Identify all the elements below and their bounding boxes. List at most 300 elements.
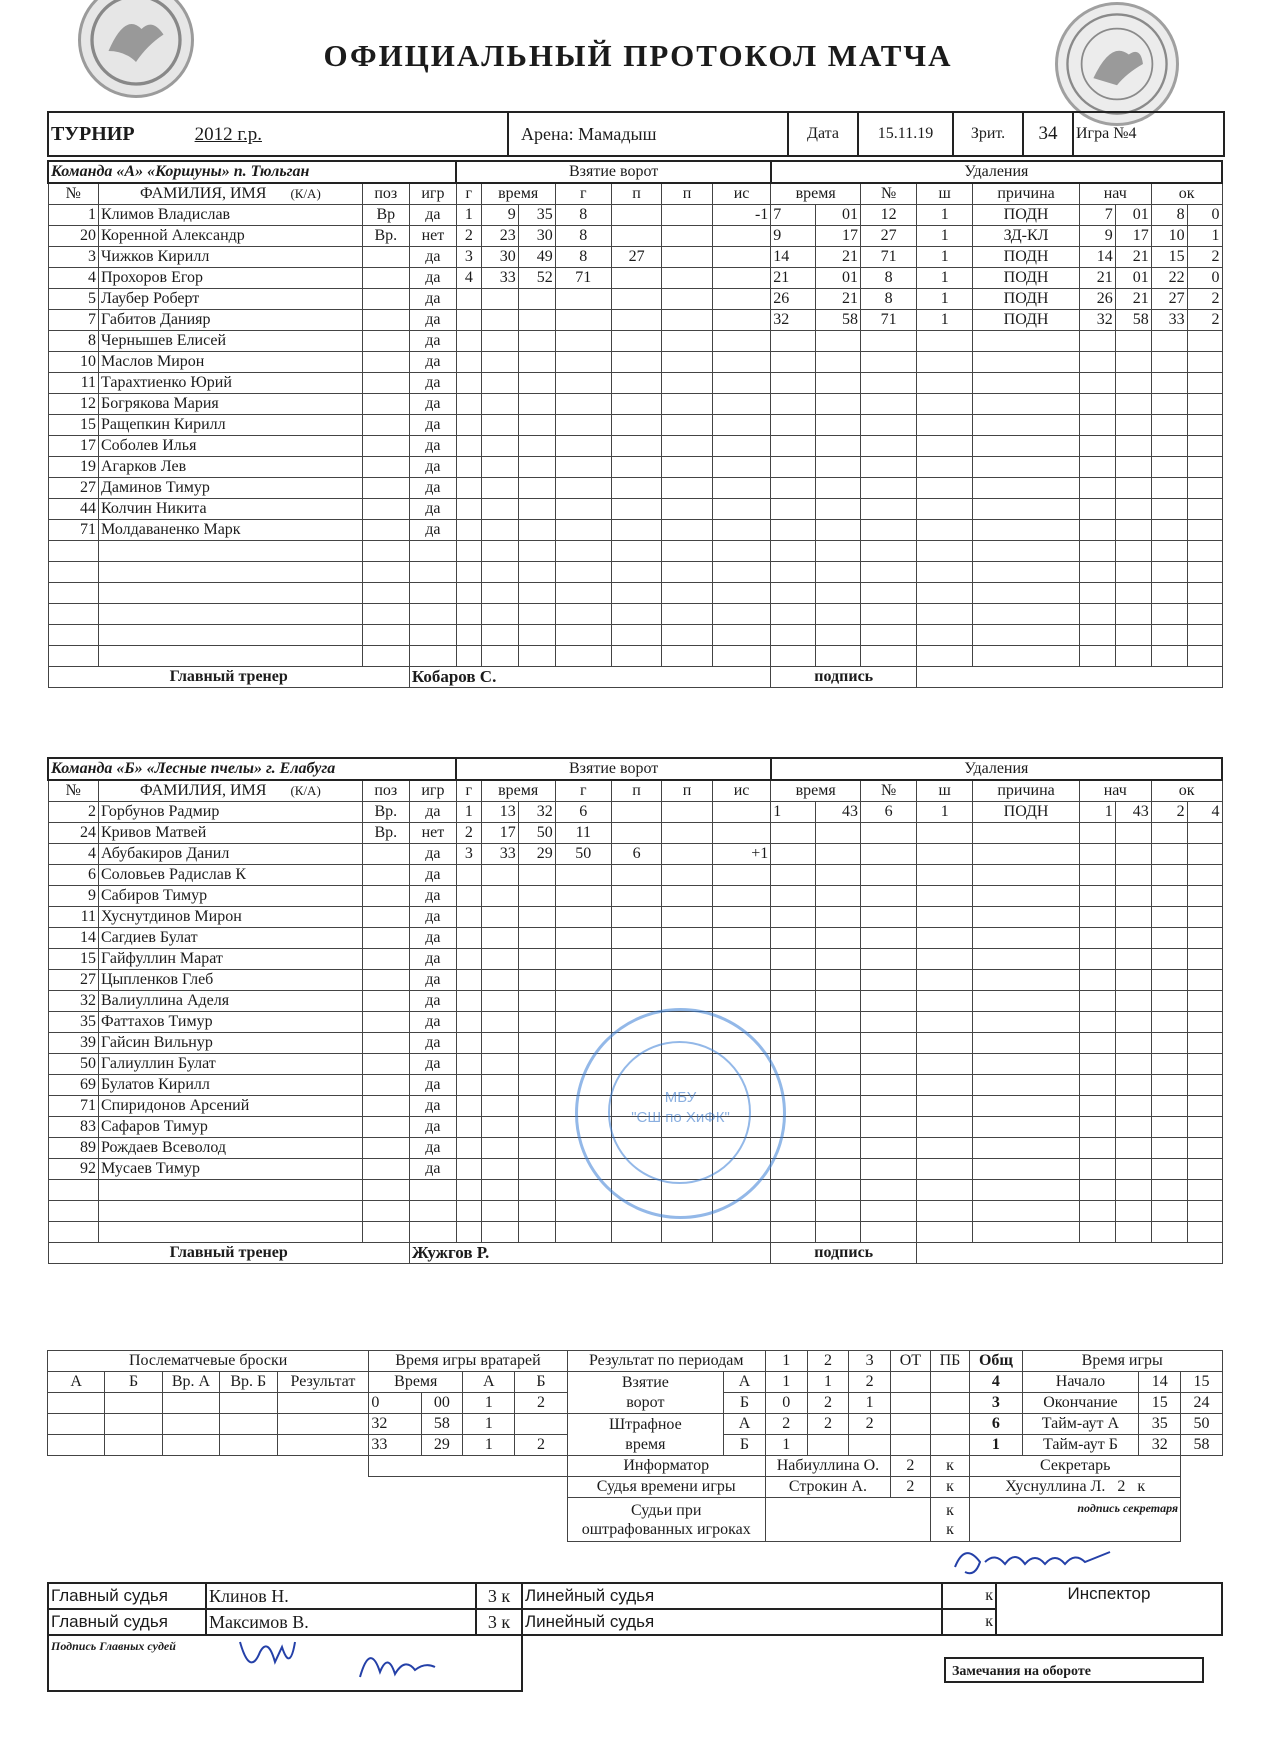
- player-plays: да: [409, 844, 456, 865]
- game-time-row-label: Начало: [1022, 1372, 1139, 1393]
- penalty-start-sec: [1115, 646, 1151, 667]
- player-row: [48, 1222, 1222, 1243]
- player-number: [48, 541, 99, 562]
- penalty-reason: ПОДН: [973, 247, 1080, 268]
- goal-number: [456, 1096, 481, 1117]
- goal-scorer: [555, 646, 611, 667]
- goal-assist-2: [662, 373, 713, 394]
- player-row: [48, 865, 1222, 886]
- penalty-sec: 01: [816, 205, 861, 226]
- penalty-start-sec: [1115, 499, 1151, 520]
- pim-row-label: [567, 1414, 724, 1456]
- goal-scorer: [555, 583, 611, 604]
- goal-scorer: [555, 1201, 611, 1222]
- team-letter: Б: [724, 1435, 766, 1456]
- player-row: [48, 289, 1222, 310]
- period-value: 2: [807, 1393, 849, 1414]
- player-number: 8: [48, 331, 99, 352]
- penalty-reason: [973, 928, 1080, 949]
- penalty-minutes: [917, 1012, 973, 1033]
- player-name: Молдаваненко Марк: [99, 520, 363, 541]
- player-name: Агарков Лев: [99, 457, 363, 478]
- goal-assist-2: [662, 394, 713, 415]
- player-position: [362, 583, 409, 604]
- penalty-end-min: [1151, 646, 1187, 667]
- goal-assist-2: [662, 310, 713, 331]
- penalty-start-sec: 01: [1115, 268, 1151, 289]
- game-time-row-label: Окончание: [1022, 1393, 1139, 1414]
- goal-scorer: 6: [555, 802, 611, 823]
- player-row: [48, 520, 1222, 541]
- player-number: 24: [48, 823, 99, 844]
- penalty-min: [771, 457, 816, 478]
- penalty-end-sec: [1187, 949, 1222, 970]
- penalty-end-sec: [1187, 478, 1222, 499]
- goal-scorer: [555, 436, 611, 457]
- penalty-minutes: 1: [917, 289, 973, 310]
- penalty-minutes: [917, 625, 973, 646]
- shootout-cell: [220, 1393, 277, 1414]
- penalty-start-min: 32: [1079, 310, 1115, 331]
- player-name: [99, 1180, 363, 1201]
- goal-sec: [518, 415, 555, 436]
- penalty-start-min: 7: [1079, 205, 1115, 226]
- penalty-end-min: [1151, 1180, 1187, 1201]
- penalty-end-sec: 2: [1187, 289, 1222, 310]
- penalty-end-sec: [1187, 1117, 1222, 1138]
- main-referee-2-k: к: [501, 1612, 511, 1632]
- penalty-minutes: [917, 970, 973, 991]
- goal-min: 33: [481, 268, 518, 289]
- shootout-cell: [277, 1435, 369, 1456]
- goal-min: 33: [481, 844, 518, 865]
- penalty-player: [861, 625, 917, 646]
- penalty-min: [771, 1159, 816, 1180]
- secretary-name: Хуснуллина Л.: [1005, 1478, 1106, 1495]
- player-row: [48, 583, 1222, 604]
- penalty-start-min: [1079, 886, 1115, 907]
- penalty-min: [771, 1180, 816, 1201]
- penalty-sec: [816, 436, 861, 457]
- penalty-sec: [816, 991, 861, 1012]
- col-end: ок: [1151, 183, 1222, 205]
- goal-number: [456, 1075, 481, 1096]
- goals-label-1: Взятие: [621, 1373, 669, 1391]
- goal-situation: [712, 928, 770, 949]
- player-plays: да: [409, 457, 456, 478]
- gk-min: 32: [369, 1414, 421, 1435]
- penalty-sec: [816, 1012, 861, 1033]
- goal-scorer: 8: [555, 226, 611, 247]
- goal-min: [481, 865, 518, 886]
- player-plays: [409, 583, 456, 604]
- player-position: [362, 310, 409, 331]
- col-ka: (К/А): [290, 783, 321, 798]
- penalty-end-min: [1151, 949, 1187, 970]
- penalty-player: [861, 928, 917, 949]
- penalty-sec: [816, 352, 861, 373]
- penalty-start-min: 21: [1079, 268, 1115, 289]
- goal-assist-2: [662, 604, 713, 625]
- penalty-start-min: [1079, 907, 1115, 928]
- goal-number: [456, 604, 481, 625]
- main-referee-1-category: 3: [487, 1586, 497, 1606]
- penalty-start-min: 9: [1079, 226, 1115, 247]
- penalty-start-min: [1079, 436, 1115, 457]
- penalty-start-min: [1079, 352, 1115, 373]
- penalty-sec: [816, 415, 861, 436]
- penalty-start-min: [1079, 970, 1115, 991]
- penalty-start-sec: [1115, 1075, 1151, 1096]
- penalty-sec: [816, 1096, 861, 1117]
- penalty-end-sec: [1187, 844, 1222, 865]
- penalty-start-min: [1079, 865, 1115, 886]
- penalty-end-min: 22: [1151, 268, 1187, 289]
- penalty-player: [861, 373, 917, 394]
- referees-signature-label: Подпись Главных судей: [48, 1635, 522, 1691]
- player-name: Соболев Илья: [99, 436, 363, 457]
- player-position: [362, 1033, 409, 1054]
- goal-situation: [712, 970, 770, 991]
- player-plays: да: [409, 865, 456, 886]
- notes-label: Замечания на обороте: [952, 1664, 1091, 1679]
- goal-situation: [712, 478, 770, 499]
- signature-label: подпись: [771, 667, 917, 688]
- goal-min: 9: [481, 205, 518, 226]
- player-plays: [409, 625, 456, 646]
- penalty-reason: [973, 562, 1080, 583]
- goal-situation: [712, 823, 770, 844]
- goal-min: [481, 1138, 518, 1159]
- goal-min: 30: [481, 247, 518, 268]
- player-number: 71: [48, 1096, 99, 1117]
- goal-situation: [712, 457, 770, 478]
- goal-sec: [518, 646, 555, 667]
- penalty-sec: [816, 907, 861, 928]
- shootout-cell: [220, 1435, 277, 1456]
- player-row: [48, 844, 1222, 865]
- goal-sec: [518, 907, 555, 928]
- penalty-start-sec: [1115, 562, 1151, 583]
- penalty-player: [861, 1117, 917, 1138]
- penalty-player: [861, 1012, 917, 1033]
- penalty-end-sec: [1187, 1138, 1222, 1159]
- goal-number: [456, 583, 481, 604]
- goal-number: [456, 949, 481, 970]
- player-number: [48, 1222, 99, 1243]
- player-number: 1: [48, 205, 99, 226]
- penalty-player: [861, 1138, 917, 1159]
- goal-scorer: [555, 289, 611, 310]
- goal-sec: [518, 1180, 555, 1201]
- penalty-start-min: [1079, 1138, 1115, 1159]
- penalty-min: [771, 436, 816, 457]
- goal-min: [481, 478, 518, 499]
- penalty-start-min: [1079, 1012, 1115, 1033]
- col-goal-scorer: г: [555, 183, 611, 205]
- col-name-label: ФАМИЛИЯ, ИМЯ: [139, 185, 267, 202]
- penalty-min: [771, 823, 816, 844]
- informator-cat: 2: [891, 1456, 931, 1477]
- shootout-cell: [162, 1414, 219, 1435]
- penalty-start-sec: [1115, 1180, 1151, 1201]
- player-number: 92: [48, 1159, 99, 1180]
- penalty-end-sec: [1187, 457, 1222, 478]
- goal-min: [481, 1075, 518, 1096]
- penalty-sec: [816, 1054, 861, 1075]
- penalty-start-min: [1079, 1180, 1115, 1201]
- penalty-minutes: 1: [917, 268, 973, 289]
- goal-min: [481, 394, 518, 415]
- penalty-minutes: [917, 352, 973, 373]
- period-value: 2: [765, 1414, 807, 1435]
- goal-min: [481, 991, 518, 1012]
- player-plays: да: [409, 907, 456, 928]
- penalty-player: 12: [861, 205, 917, 226]
- goal-assist-2: [662, 562, 713, 583]
- penalty-start-sec: [1115, 478, 1151, 499]
- shootout-cell: [48, 1414, 105, 1435]
- penalty-end-min: [1151, 1222, 1187, 1243]
- shootout-cell: [105, 1393, 162, 1414]
- player-plays: [409, 1201, 456, 1222]
- penalty-minutes: 1: [917, 205, 973, 226]
- penalty-start-min: [1079, 844, 1115, 865]
- goal-situation: [712, 886, 770, 907]
- period-value: 2: [849, 1372, 891, 1393]
- player-position: [362, 907, 409, 928]
- shootout-cell: [105, 1435, 162, 1456]
- penalty-end-sec: [1187, 625, 1222, 646]
- player-name: Чернышев Елисей: [99, 331, 363, 352]
- penalty-end-min: [1151, 1096, 1187, 1117]
- penalty-reason: [973, 1222, 1080, 1243]
- penalty-player: [861, 844, 917, 865]
- penalty-start-sec: [1115, 1033, 1151, 1054]
- col-no: №: [48, 780, 99, 802]
- penalty-sec: [816, 394, 861, 415]
- penalty-minutes: [917, 331, 973, 352]
- penalty-player: [861, 646, 917, 667]
- penalty-start-sec: [1115, 520, 1151, 541]
- goal-assist-1: 27: [611, 247, 662, 268]
- penalty-start-min: [1079, 415, 1115, 436]
- penalty-judges-names: [765, 1498, 930, 1542]
- game-time-h: 35: [1139, 1414, 1181, 1435]
- time-judge-k: к: [930, 1477, 970, 1498]
- period-value: 1: [765, 1372, 807, 1393]
- player-number: 6: [48, 865, 99, 886]
- penalty-min: [771, 1222, 816, 1243]
- player-position: Вр.: [362, 823, 409, 844]
- shootout-col-0: А: [48, 1372, 105, 1393]
- goal-assist-1: [611, 478, 662, 499]
- col-pos: поз: [362, 183, 409, 205]
- penalty-end-min: [1151, 970, 1187, 991]
- goal-min: [481, 1054, 518, 1075]
- gk-sec: 58: [421, 1414, 463, 1435]
- period-value: 0: [765, 1393, 807, 1414]
- penalty-end-min: [1151, 928, 1187, 949]
- player-name: [99, 1201, 363, 1222]
- goal-sec: [518, 625, 555, 646]
- goal-number: [456, 478, 481, 499]
- penalty-end-min: [1151, 1159, 1187, 1180]
- period-col-2: 2: [807, 1351, 849, 1372]
- goal-assist-1: [611, 331, 662, 352]
- player-name: Валиуллина Аделя: [99, 991, 363, 1012]
- goal-sec: [518, 436, 555, 457]
- col-name: [99, 780, 363, 802]
- penalty-end-min: [1151, 1201, 1187, 1222]
- player-name: Гайфуллин Марат: [99, 949, 363, 970]
- goal-sec: [518, 289, 555, 310]
- penalty-end-sec: [1187, 865, 1222, 886]
- penalty-minutes: [917, 1075, 973, 1096]
- goal-min: [481, 1180, 518, 1201]
- goal-min: 17: [481, 823, 518, 844]
- player-plays: да: [409, 436, 456, 457]
- goal-situation: +1: [712, 844, 770, 865]
- penalty-end-sec: [1187, 1033, 1222, 1054]
- penalty-start-min: [1079, 562, 1115, 583]
- penalty-min: [771, 541, 816, 562]
- goal-sec: [518, 373, 555, 394]
- goal-scorer: [555, 991, 611, 1012]
- goal-min: [481, 907, 518, 928]
- penalty-end-min: [1151, 886, 1187, 907]
- penalty-min: 21: [771, 268, 816, 289]
- penalty-end-sec: [1187, 436, 1222, 457]
- penalty-reason: [973, 541, 1080, 562]
- player-position: [362, 394, 409, 415]
- goal-assist-1: [611, 823, 662, 844]
- tournament-year: 2012 г.р.: [194, 123, 262, 145]
- penalty-start-min: 26: [1079, 289, 1115, 310]
- period-value: [930, 1393, 970, 1414]
- penalty-minutes: [917, 1180, 973, 1201]
- line-referee-2-k: к: [942, 1609, 996, 1635]
- penalty-end-sec: [1187, 1012, 1222, 1033]
- game-time-h: 32: [1139, 1435, 1181, 1456]
- player-position: Вр: [362, 205, 409, 226]
- goal-assist-1: [611, 394, 662, 415]
- goal-sec: [518, 928, 555, 949]
- penalty-reason: [973, 865, 1080, 886]
- period-col-5: ПБ: [930, 1351, 970, 1372]
- penalty-end-sec: [1187, 394, 1222, 415]
- penalty-start-min: [1079, 928, 1115, 949]
- col-start: нач: [1079, 183, 1151, 205]
- goal-sec: 50: [518, 823, 555, 844]
- penalty-start-sec: 17: [1115, 226, 1151, 247]
- penalty-reason: [973, 991, 1080, 1012]
- head-coach-label: Главный тренер: [48, 1243, 409, 1264]
- penalty-reason: ПОДН: [973, 289, 1080, 310]
- goal-assist-1: [611, 949, 662, 970]
- player-row: [48, 499, 1222, 520]
- gk-time-label: Время игры вратарей: [369, 1351, 567, 1372]
- player-name: Горбунов Радмир: [99, 802, 363, 823]
- penalty-sec: [816, 1075, 861, 1096]
- goal-scorer: [555, 865, 611, 886]
- penalty-end-min: [1151, 331, 1187, 352]
- goal-assist-1: [611, 436, 662, 457]
- penalty-player: [861, 478, 917, 499]
- penalty-minutes: [917, 865, 973, 886]
- goal-situation: [712, 646, 770, 667]
- penalty-end-min: [1151, 457, 1187, 478]
- period-value: 1: [807, 1372, 849, 1393]
- player-row: [48, 352, 1222, 373]
- goal-sec: 29: [518, 844, 555, 865]
- player-number: 3: [48, 247, 99, 268]
- player-position: [362, 625, 409, 646]
- goal-assist-2: [662, 844, 713, 865]
- penalty-end-min: 10: [1151, 226, 1187, 247]
- penalty-end-sec: [1187, 583, 1222, 604]
- goal-situation: [712, 625, 770, 646]
- col-no: №: [48, 183, 99, 205]
- penalty-end-sec: [1187, 1201, 1222, 1222]
- player-name: Сагдиев Булат: [99, 928, 363, 949]
- penalty-end-sec: 2: [1187, 247, 1222, 268]
- player-number: [48, 604, 99, 625]
- goal-number: [456, 907, 481, 928]
- goal-min: [481, 970, 518, 991]
- penalty-sec: [816, 457, 861, 478]
- player-number: 32: [48, 991, 99, 1012]
- goal-assist-1: [611, 562, 662, 583]
- spectators: 34: [1023, 112, 1073, 156]
- period-value: [930, 1435, 970, 1456]
- penalty-reason: [973, 844, 1080, 865]
- penalty-start-min: [1079, 991, 1115, 1012]
- player-name: Рождаев Всеволод: [99, 1138, 363, 1159]
- line-referee-1-k: к: [942, 1583, 996, 1609]
- goal-assist-2: [662, 289, 713, 310]
- goal-assist-2: [662, 928, 713, 949]
- pim-label-1: Штрафное: [609, 1415, 682, 1433]
- penalty-reason: [973, 1075, 1080, 1096]
- col-assist-1: п: [611, 183, 662, 205]
- penalty-minutes: [917, 415, 973, 436]
- goal-scorer: [555, 970, 611, 991]
- goal-min: [481, 625, 518, 646]
- blank: [48, 1498, 568, 1542]
- player-row: [48, 457, 1222, 478]
- goal-number: [456, 865, 481, 886]
- penalty-start-sec: 43: [1115, 802, 1151, 823]
- penalty-reason: [973, 520, 1080, 541]
- player-row: [48, 394, 1222, 415]
- penalty-player: [861, 865, 917, 886]
- penalty-minutes: 1: [917, 310, 973, 331]
- goal-number: [456, 499, 481, 520]
- penalty-minutes: [917, 886, 973, 907]
- goal-scorer: [555, 928, 611, 949]
- penalty-sec: [816, 583, 861, 604]
- goal-situation: [712, 310, 770, 331]
- goal-assist-2: [662, 436, 713, 457]
- goal-min: [481, 415, 518, 436]
- penalty-min: [771, 352, 816, 373]
- penalty-start-min: [1079, 1033, 1115, 1054]
- game-time-row-label: Тайм-аут Б: [1022, 1435, 1139, 1456]
- informator-name: Набиуллина О.: [765, 1456, 890, 1477]
- player-number: 17: [48, 436, 99, 457]
- player-name: Колчин Никита: [99, 499, 363, 520]
